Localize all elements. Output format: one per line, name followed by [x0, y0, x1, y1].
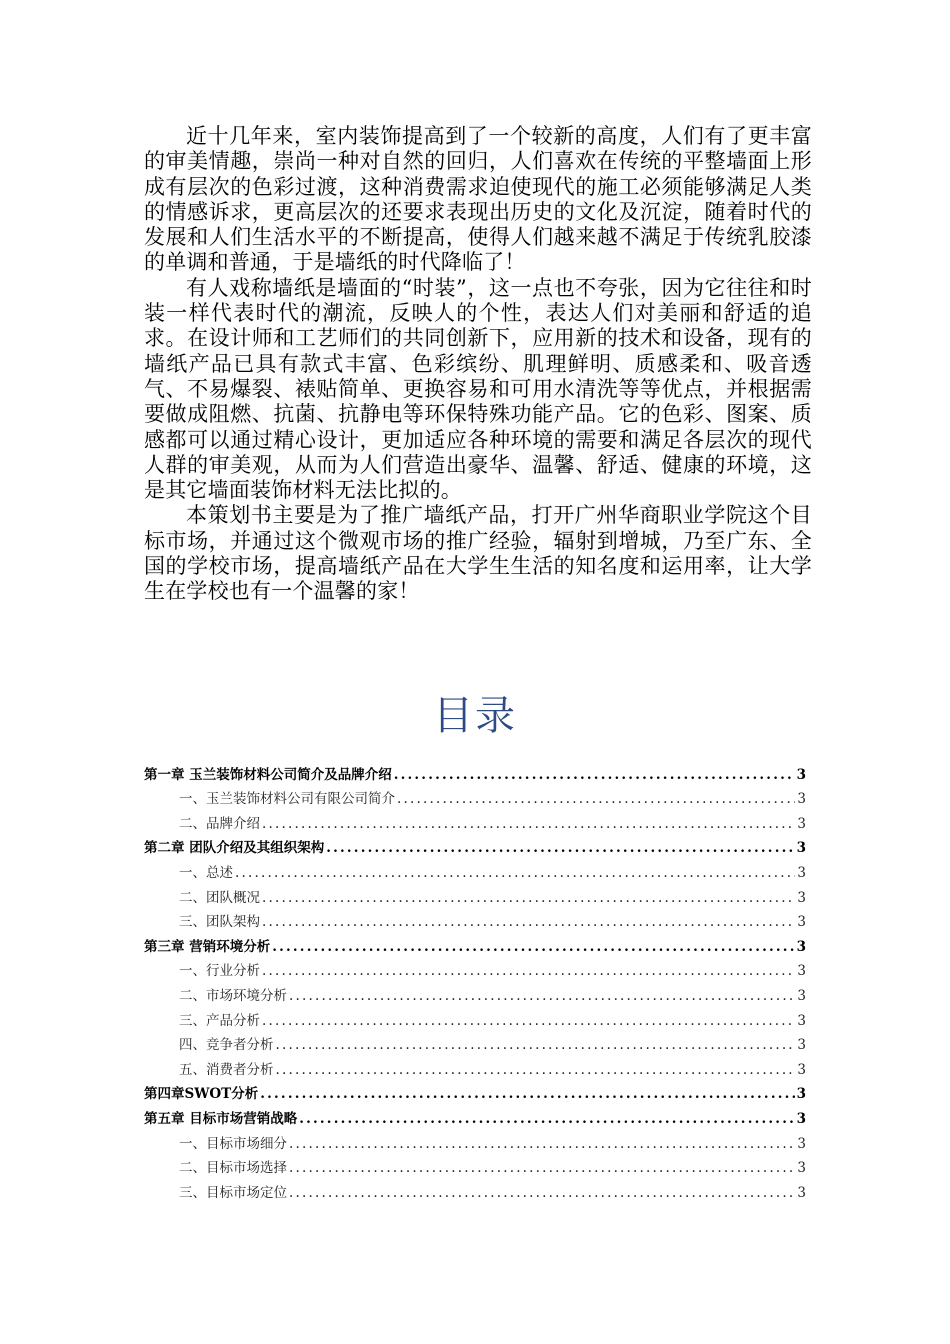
toc-page-number: 3 — [797, 1061, 806, 1078]
toc-leader-dots — [289, 1160, 795, 1176]
toc-page-number: 3 — [797, 791, 806, 808]
toc-leader-dots — [262, 816, 795, 832]
toc-entry-title: 三、产品分析 — [179, 1012, 260, 1029]
toc-page-number: 3 — [796, 938, 806, 955]
toc-entry-title: 三、目标市场定位 — [179, 1184, 287, 1201]
toc-leader-dots — [276, 1062, 796, 1078]
toc-leader-dots — [262, 890, 795, 906]
toc-leader-dots — [272, 939, 794, 955]
toc-chapter-entry[interactable] — [144, 832, 806, 857]
toc-page-number: 3 — [797, 864, 806, 881]
toc-entry-title: 二、团队概况 — [179, 889, 260, 906]
body-text — [144, 124, 812, 605]
toc-entry-title: 第四章SWOT分析 — [144, 1086, 259, 1103]
toc-page-number: 3 — [796, 1086, 806, 1103]
toc-leader-dots — [262, 1013, 795, 1029]
toc-section-entry[interactable] — [144, 807, 806, 832]
toc-page-number: 3 — [797, 914, 806, 931]
toc-entry-title: 第二章 团队介绍及其组织架构 — [144, 840, 325, 857]
toc-leader-dots — [299, 1111, 794, 1127]
toc-chapter-entry[interactable] — [144, 930, 806, 955]
toc-page-number: 3 — [796, 1110, 806, 1127]
toc-chapter-entry[interactable] — [144, 1078, 806, 1103]
toc-chapter-entry[interactable] — [144, 1102, 806, 1127]
toc-leader-dots — [326, 840, 794, 856]
toc-entry-title: 第三章 营销环境分析 — [144, 938, 271, 955]
toc-section-entry[interactable] — [144, 906, 806, 931]
toc-page-number: 3 — [797, 1160, 806, 1177]
toc-entry-title: 三、团队架构 — [179, 914, 260, 931]
toc-page-number: 3 — [797, 815, 806, 832]
toc-entry-title: 一、玉兰装饰材料公司有限公司简介 — [179, 791, 395, 808]
toc-page-number: 3 — [796, 840, 806, 857]
toc-section-entry[interactable] — [144, 1029, 806, 1054]
toc-section-entry[interactable] — [144, 979, 806, 1004]
toc-leader-dots — [394, 767, 795, 783]
toc-leader-dots — [260, 1086, 794, 1102]
toc-leader-dots — [289, 1136, 795, 1152]
toc-section-entry[interactable] — [144, 955, 806, 980]
toc-leader-dots — [235, 865, 795, 881]
toc-leader-dots — [397, 791, 795, 807]
toc-page-number: 3 — [797, 889, 806, 906]
toc-leader-dots — [262, 963, 795, 979]
paragraph-wallpaper-fashion: 有人戏称墙纸是墙面的“时装”，这一点也不夸张，因为它往往和时装一样代表时代的潮流，反映人的个性，表达人们对美丽和舒适的追求。在设计师和工艺师们的共同创新下，应用新的技术和设备，现有的墙纸产品已具有款式丰富、色彩缤纷、肌理鲜明、质感柔和、吸音透气、不易爆裂、裱贴简单、更换容易和可用水清洗等等优点，并根据需要做成阻燃、抗菌、抗静电等环保特殊功能产品。它的色彩、图案、质感都可以通过精心设计，更加适应各种环境的需要和满足各层次的现代人群的审美观，从而为人们营造出豪华、温馨、舒适、健康的环境，这是其它墙面装饰材料无法比拟的。 — [144, 275, 812, 503]
toc-entry-title: 一、总述 — [179, 864, 233, 881]
toc-entry-title: 二、市场环境分析 — [179, 987, 287, 1004]
toc-section-entry[interactable] — [144, 1176, 806, 1201]
toc-page-number: 3 — [797, 987, 806, 1004]
toc-leader-dots — [276, 1037, 796, 1053]
toc-page-number: 3 — [797, 1012, 806, 1029]
toc-page-number: 3 — [797, 1135, 806, 1152]
toc-entry-title: 第五章 目标市场营销战略 — [144, 1110, 298, 1127]
toc-section-entry[interactable] — [144, 856, 806, 881]
paragraph-intro: 近十几年来，室内装饰提高到了一个较新的高度，人们有了更丰富的审美情趣，崇尚一种对自然的回归，人们喜欢在传统的平整墙面上形成有层次的色彩过渡，这种消费需求迫使现代的施工必须能够满足人类的情感诉求，更高层次的还要求表现出历史的文化及沉淀，随着时代的发展和人们生活水平的不断提高，使得人们越来越不满足于传统乳胶漆的单调和普通，于是墙纸的时代降临了！ — [144, 124, 812, 275]
toc-section-entry[interactable] — [144, 1053, 806, 1078]
toc-entry-title: 第一章 玉兰装饰材料公司简介及品牌介绍 — [144, 766, 392, 783]
toc-leader-dots — [289, 1185, 795, 1201]
toc-entry-title: 二、品牌介绍 — [179, 815, 260, 832]
toc-entry-title: 五、消费者分析 — [179, 1061, 274, 1078]
toc-section-entry[interactable] — [144, 881, 806, 906]
toc-entry-title: 一、目标市场细分 — [179, 1135, 287, 1152]
toc-page-number: 3 — [797, 963, 806, 980]
toc-leader-dots — [262, 914, 795, 930]
toc-entry-title: 一、行业分析 — [179, 963, 260, 980]
toc-section-entry[interactable] — [144, 1004, 806, 1029]
toc-section-entry[interactable] — [144, 1127, 806, 1152]
table-of-contents — [144, 758, 806, 1201]
toc-entry-title: 四、竞争者分析 — [179, 1037, 274, 1054]
toc-page-number: 3 — [796, 766, 806, 783]
toc-entry-title: 二、目标市场选择 — [179, 1160, 287, 1177]
toc-chapter-entry[interactable] — [144, 758, 806, 783]
toc-leader-dots — [289, 988, 795, 1004]
paragraph-plan-purpose: 本策划书主要是为了推广墙纸产品，打开广州华商职业学院这个目标市场，并通过这个微观市场的推广经验，辐射到增城，乃至广东、全国的学校市场，提高墙纸产品在大学生生活的知名度和运用率，让大学生在学校也有一个温馨的家！ — [144, 503, 812, 604]
toc-page-number: 3 — [797, 1037, 806, 1054]
toc-heading: 目录 — [433, 693, 517, 739]
toc-section-entry[interactable] — [144, 1152, 806, 1177]
toc-page-number: 3 — [797, 1184, 806, 1201]
toc-section-entry[interactable] — [144, 783, 806, 808]
